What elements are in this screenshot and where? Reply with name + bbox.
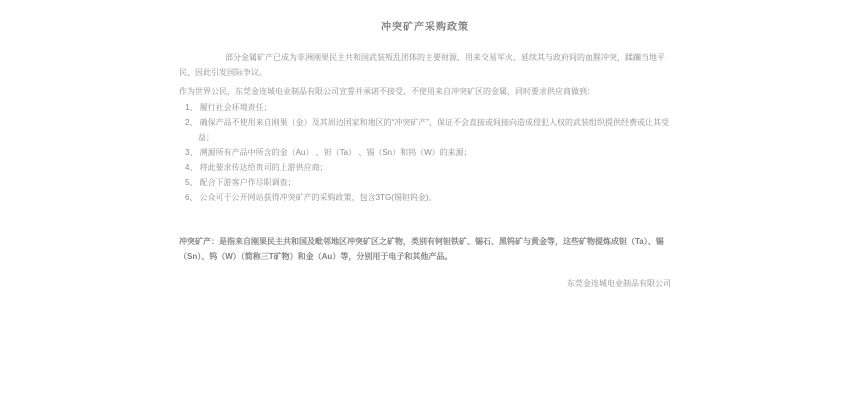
intro-paragraph: 部分金属矿产已成为非洲刚果民主共和国武装叛乱团体的主要财源，用来交易军火、延续其与政府间的血腥冲突，蹂躏当地平民，因此引发国际争议。	[179, 53, 665, 77]
requirement-item-5: 5、 配合下游客户作尽职调查；	[185, 178, 296, 187]
requirements-list	[179, 100, 671, 205]
commitment-paragraph: 作为世界公民，东莞金连城电业制品有限公司宣誓并承诺不接受、不使用来自冲突矿区的金属，同时要求供应商做到：	[179, 87, 595, 96]
page-title: 冲突矿产采购政策	[381, 22, 469, 33]
requirement-item-4: 4、 将此要求传达给贵司的上游供应商；	[185, 163, 328, 172]
definition-paragraph: 冲突矿产：是指来自刚果民主共和国及毗邻地区冲突矿区之矿物，类别有钶钽铁矿、锡石、黑钨矿与黄金等，这些矿物提炼成钽（Ta）、锡（Sn）、钨（W）（简称三T矿物）和金（Au）等，分别用于电子和其他产品。	[179, 237, 664, 261]
requirement-item-1: 1、 履行社会环境责任；	[185, 103, 272, 112]
policy-document	[179, 0, 671, 291]
requirement-item-2: 2、 确保产品不使用来自刚果（金）及其周边国家和地区的“冲突矿产”，保证不会直接或间接向造成侵犯人权的武装组织提供经费或让其受益；	[185, 118, 669, 142]
requirement-item-3: 3、 溯源所有产品中所含的金（Au） 、钽（Ta） 、锡（Sn）和钨（W）的来源；	[185, 148, 472, 157]
company-signature: 东莞金连城电业制品有限公司	[567, 279, 671, 288]
requirement-item-6: 6、 公众可于公开网站获得冲突矿产的采购政策，包含3TG(锡钽钨金)。	[185, 193, 437, 202]
